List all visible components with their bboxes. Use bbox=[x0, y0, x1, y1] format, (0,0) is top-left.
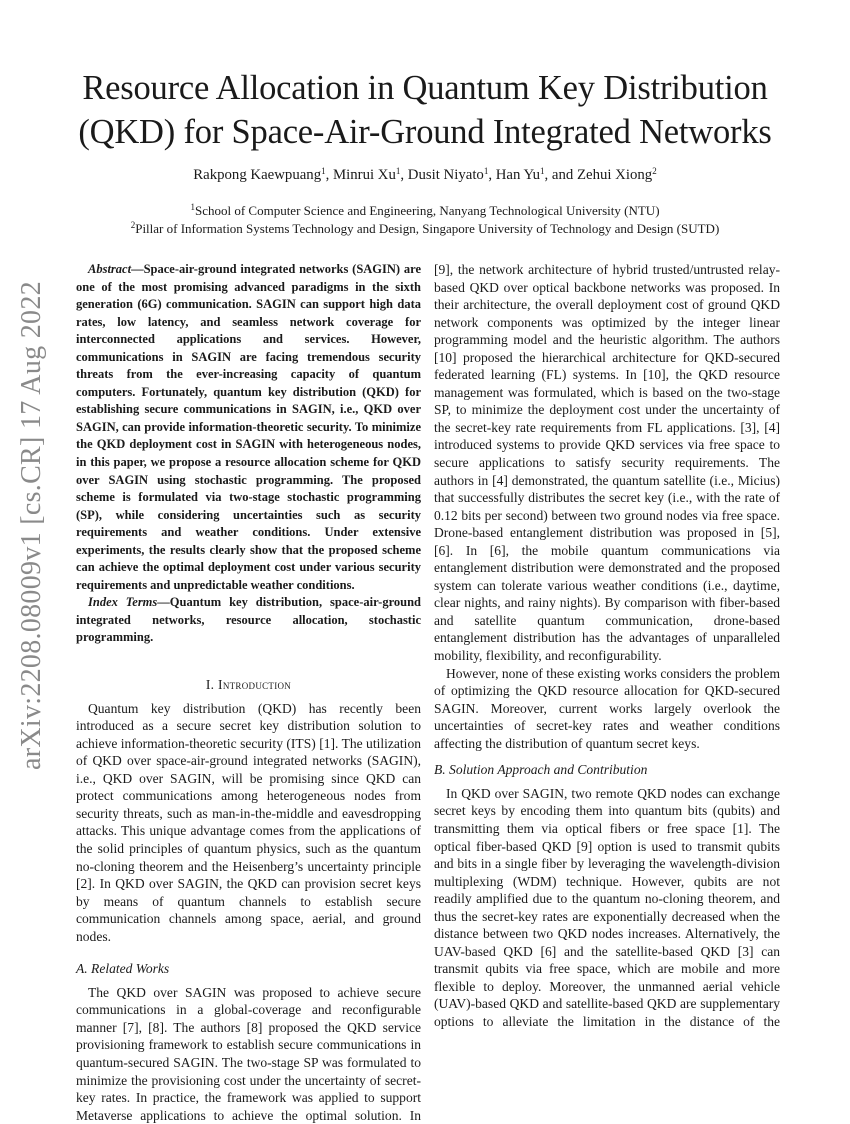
subsection-heading-related-works: A. Related Works bbox=[76, 961, 170, 977]
left-column bbox=[76, 261, 421, 1124]
title-line-1: Resource Allocation in Quantum Key Distribution bbox=[82, 69, 768, 107]
author: Dusit Niyato$^1$, bbox=[407, 166, 496, 183]
arxiv-stamp: arXiv:2208.08009v1 [cs.CR] 17 Aug 2022 bbox=[16, 281, 47, 770]
related-works-gap-paragraph: However, none of these existing works considers the problem of optimizing the QKD resource allocation for QKD-secured SAGIN. Moreover, current works largely overlook the uncertainties of secret-key rates and weather conditions affecting the distribution of quantum secret keys. bbox=[434, 665, 780, 751]
abstract: Abstract—Space-air-ground integrated networks (SAGIN) are one of the most promising advanced paradigms in the sixth generation (6G) communication. SAGIN can support high data rates, low latency, and seamless network coverage for interconnected applications and services. However, communications in SAGIN are facing tremendous security threats from the ever-increasing capacity of quantum computers. Fortunately, quantum key distribution (QKD) for establishing secure communications in SAGIN, i.e., QKD over SAGIN, can provide information-theoretic security. To minimize the QKD deployment cost in SAGIN with heterogeneous nodes, in this paper, we propose a resource allocation scheme for QKD over SAGIN using stochastic programming. The proposed scheme is formulated via two-stage stochastic programming (SP), while considering uncertainties such as security requirements and weather conditions. Under extensive experiments, the results clearly show that the proposed scheme can achieve the optimal deployment cost under various security requirements and unpredictable weather conditions. bbox=[76, 262, 421, 592]
title-line-2: (QKD) for Space-Air-Ground Integrated Networks bbox=[78, 113, 772, 151]
author: Rakpong Kaewpuang$^1$, bbox=[193, 166, 333, 183]
right-column bbox=[434, 261, 780, 1031]
solution-paragraph: In QKD over SAGIN, two remote QKD nodes can exchange secret keys by encoding them into quantum bits (qubits) and transmitting them via optical fibers or free space [1]. The optical fiber-based QKD [9] option is used to transmit qubits and bits in a single fiber by leveraging the wavelength-division multiplexing (WDM) technique. However, qubits are not readily amplified due to the quantum no-cloning theorem, and thus the secret-key rates are exponentially decreased when the distance between two QKD nodes increases. Alternatively, the UAV-based QKD [6] and the satellite-based QKD [3] can transmit qubits via free space, which are mobile and more flexible to deploy. Moreover, the unmanned aerial vehicle (UAV)-based QKD and satellite-based QKD are supplementary options to alleviate the limitation in the distance of the bbox=[434, 785, 780, 1029]
subsection-heading-solution-approach: B. Solution Approach and Contribution bbox=[434, 762, 648, 778]
related-works-paragraph: The QKD over SAGIN was proposed to achieve secure communications in a global-coverage and reconfigurable manner [7], [8]. The authors [8] proposed the QKD service provisioning framework to establish secure communications in quantum-secured SAGIN. The two-stage SP was formulated to minimize the provisioning cost under the uncertainty of secret-key rates. In practice, the framework was applied to support Metaverse applications to achieve the optimal solution. In bbox=[76, 984, 421, 1123]
author: Han Yu$^1$, and bbox=[495, 166, 577, 183]
related-works-paragraph-continued: [9], the network architecture of hybrid trusted/untrusted relay-based QKD over optical backbone networks was proposed. In their architecture, the overall deployment cost of ground QKD network components was optimized by the integer linear programming model and the heuristic algorithm. The authors [10] proposed the hierarchical architecture for QKD-secured federated learning (FL) systems. In [10], the QKD resource management was formulated, which is based on the two-stage SP, to minimize the deployment cost under the uncertainty of the secret-key rate requirements from FL applications. [3], [4] introduced systems to provide QKD services via free space to secure applications to satisfy security requirements. The authors in [4] demonstrated, the quantum satellite (i.e., Micius) that successfully distributes the secret key (i.e., with the rate of 0.12 bits per second) between two ground nodes via free space. Drone-based entanglement distribution was proposed in [5], [6]. In [6], the mobile quantum communications via entanglement distribution were demonstrated and the proposed system can tolerate various weather conditions (i.e., daytime, clear nights, and rainy nights). By comparison with fiber-based and satellite quantum communication, drone-based entanglement distribution has the advantages of unparalleled mobility, flexibility, and reconfigurability. bbox=[434, 262, 780, 664]
affiliations bbox=[40, 202, 810, 237]
index-terms: Index Terms—Quantum key distribution, space-air-ground integrated networks, resource allocation, stochastic programming. bbox=[76, 595, 422, 645]
affiliation: $^2$Pillar of Information Systems Technology and Design, Singapore University of Technology and Design (SUTD) bbox=[130, 219, 720, 236]
paper-title bbox=[40, 66, 810, 154]
author: Zehui Xiong$^2$ bbox=[576, 166, 657, 183]
section-heading-introduction: I. Introduction bbox=[205, 677, 292, 693]
affiliation: $^1$School of Computer Science and Engineering, Nanyang Technological University (NTU) bbox=[190, 202, 660, 218]
intro-paragraph: Quantum key distribution (QKD) has recently been introduced as a secure secret key distribution solution to achieve information-theoretic security (ITS) [1]. The utilization of QKD over space-air-ground integrated networks (SAGIN), i.e., QKD over SAGIN, will be promising since QKD can protect communications among heterogeneous nodes from security threats, such as man-in-the-middle and eavesdropping attacks. This unique advantage comes from the applications of the solid principles of quantum physics, such as the quantum no-cloning theorem and the Heisenberg’s uncertainty principle [2]. In QKD over SAGIN, the QKD can provision secret keys by means of quantum channels to establish secure communication channels among space, aerial, and ground nodes. bbox=[76, 700, 421, 944]
author: Minrui Xu$^1$, bbox=[333, 166, 408, 183]
author-list bbox=[40, 166, 810, 184]
